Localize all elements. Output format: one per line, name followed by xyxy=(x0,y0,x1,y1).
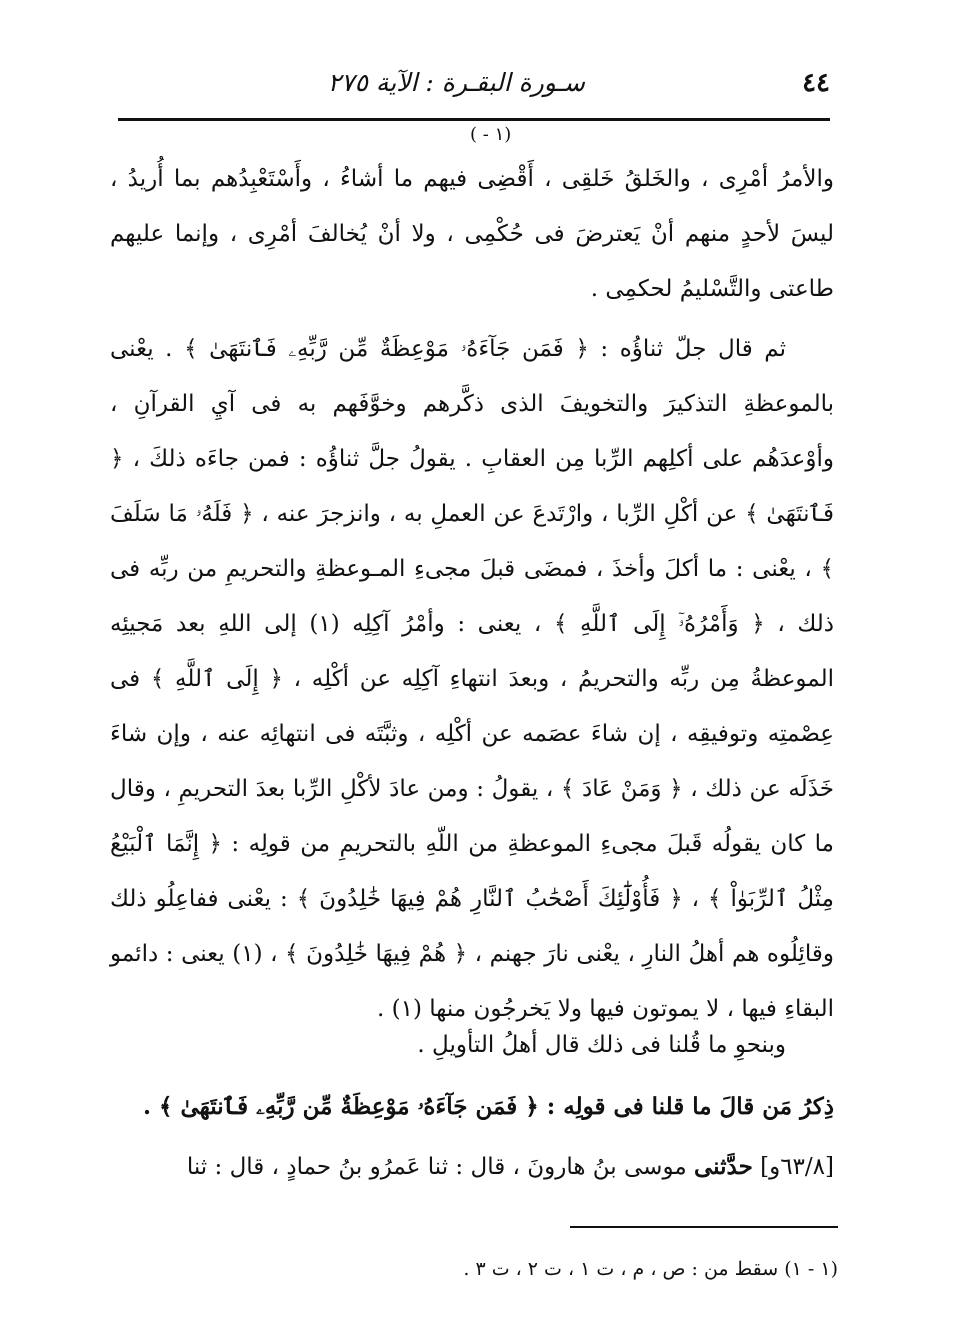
paragraph-1: والأمرُ أمْرِى ، والخَلقُ خَلقِى ، أَقْضِى فيهم ما أشاءُ ، وأَسْتَعْبِدُهم بما أُريدُ ، ليسَ لأحدٍ منهم أنْ يَعترضَ فى حُكْمِى ، ولا أنْ يُخالفَ أمْرِى ، وإنما عليهم طاعتى والتَّسْليمُ لحكمِى . xyxy=(110,166,834,302)
running-head: سـورة البقـرة : الآية ٢٧٥ xyxy=(327,68,585,97)
paragraph-4-heading: ذِكرُ مَن قالَ ما قلنا فى قولِه : ﴿ فَمَن جَآءَهُۥ مَوْعِظَةٌ مِّن رَّبِّهِۦ فَٱنتَهَىٰ ﴾ . xyxy=(142,1093,834,1120)
narration-text: موسى بنُ هارونَ ، قال : ثنا عَمرُو بنُ حمادٍ ، قال : ثنا xyxy=(186,1154,687,1180)
reference-mark: ( - ١) xyxy=(470,124,512,145)
paragraph-5 xyxy=(110,1142,834,1192)
paragraph-2: ثم قال جلّ ثناؤُه : ﴿ فَمَن جَآءَهُۥ مَوْعِظَةٌ مِّن رَّبِّهِۦ فَٱنتَهَىٰ ﴾ . يعْنى بالموعظةِ التذكيرَ والتخويفَ الذى ذكَّرهم وخوَّفَهم به فى آيِ القرآنِ ، وأوْعدَهُم على أكلِهم الرِّبا مِن العقابِ . يقولُ جلَّ ثناؤُه : فمن جاءَه ذلكَ ، ﴿ فَٱنتَهَىٰ ﴾ عن أكْلِ الرِّبا ، وارْتَدعَ عن العملِ به ، وانزجرَ عنه ، ﴿ فَلَهُۥ مَا سَلَفَ ﴾ ، يعْنى : ما أكلَ وأخذَ ، فمضَى قبلَ مجىءِ المـوعظةِ والتحريمِ من ربِّه فى ذلك ، ﴿ وَأَمْرُهُۥٓ إِلَى ٱللَّهِ ﴾ ، يعنى : وأمْرُ آكِلِه (١) إلى اللهِ بعد مَجيئِه الموعظةُ مِن ربِّه والتحريمُ ، وبعدَ انتهاءِ آكِلِه عن أكْلِه ، ﴿ إِلَى ٱللَّهِ ﴾ فى عِصْمتِه وتوفيقِه ، إن شاءَ عصَمه عن أكْلِه ، وثبَّتَه فى انتهائِه عنه ، وإن شاءَ خَذَلَه عن ذلك ، ﴿ وَمَنْ عَادَ ﴾ ، يقولُ : ومن عادَ لأكْلِ الرِّبا بعدَ التحريمِ ، وقال ما كان يقولُه قَبلَ مجىءِ الموعظةِ من اللّهِ بالتحريمِ من قولِه : ﴿ إِنَّمَا ٱلْبَيْعُ مِثْلُ ٱلرِّبَوٰاْ ﴾ ، ﴿ فَأُوْلَٰٓئِكَ أَصْحَٰبُ ٱلنَّارِ هُمْ فِيهَا خَٰلِدُونَ ﴾ : يعْنى ففاعِلُو ذلك وقائِلُوه هم أهلُ النارِ ، يعْنى نارَ جهنم ، ﴿ هُمْ فِيهَا خَٰلِدُونَ ﴾ ، (١) يعنى : دائمو البقاءِ فيها ، لا يموتون فيها ولا يَخرجُون منها (١) . xyxy=(110,336,834,1022)
paragraph-3: وبنحوِ ما قُلنا فى ذلك قال أهلُ التأويلِ . xyxy=(417,1032,786,1058)
footnote: (١ - ١) سقط من : ص ، م ، ت ١ ، ت ٢ ، ت ٣ . xyxy=(463,1258,838,1280)
narration-start: حدَّثنى xyxy=(693,1153,753,1180)
footnote-rule xyxy=(570,1226,838,1228)
manuscript-ref: [٦٣/٨و] xyxy=(760,1154,834,1180)
header-rule xyxy=(118,118,830,121)
page-number: ٤٤ xyxy=(802,68,830,98)
page-header xyxy=(118,64,830,104)
